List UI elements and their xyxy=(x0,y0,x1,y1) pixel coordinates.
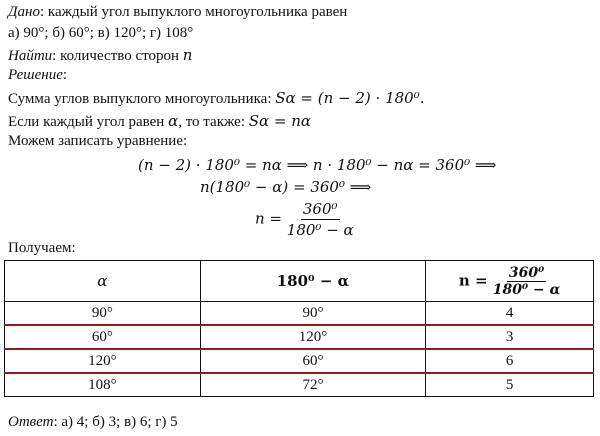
given-label: Дано xyxy=(8,4,40,20)
table-row xyxy=(5,302,594,326)
solution-colon: : xyxy=(62,67,68,83)
solution-line3: Можем записать уравнение: xyxy=(8,133,188,149)
answer-label: Ответ xyxy=(8,414,54,430)
given-options: а) 90°; б) 60°; в) 120°; г) 108° xyxy=(8,25,194,41)
result-table xyxy=(4,260,594,397)
cell-alpha: 120° xyxy=(5,349,201,373)
equation-3-denominator: 180⁰ − α xyxy=(286,221,354,239)
solution-line2 xyxy=(8,112,311,131)
cell-n: 5 xyxy=(426,373,594,397)
table-row xyxy=(5,349,594,373)
solution-label: Решение xyxy=(8,67,63,83)
header-alpha: α xyxy=(5,261,201,302)
find-label: Найти xyxy=(8,48,53,64)
cell-n: 4 xyxy=(426,302,594,326)
equation-3-fraction xyxy=(287,200,354,239)
result-label: Получаем: xyxy=(8,240,76,256)
table-header-row xyxy=(5,261,594,302)
table-row xyxy=(5,373,594,397)
find-line xyxy=(8,46,192,65)
equation-3-lhs: n = xyxy=(255,209,282,228)
answer-line xyxy=(8,414,178,431)
find-var: n xyxy=(182,46,193,64)
cell-diff: 90° xyxy=(200,302,426,326)
header-n-lhs: n = xyxy=(458,271,488,289)
header-n-fraction xyxy=(493,265,561,298)
header-diff: 180⁰ − α xyxy=(200,261,426,302)
solution-line2-text: Если каждый угол равен xyxy=(8,114,169,130)
header-n xyxy=(426,261,594,302)
cell-n: 6 xyxy=(426,349,594,373)
cell-alpha: 90° xyxy=(5,302,201,326)
equation-2: n(180⁰ − α) = 360⁰ ⟹ xyxy=(200,178,372,196)
cell-n: 3 xyxy=(426,325,594,349)
solution-line1 xyxy=(8,89,425,108)
solution-line1-text: Сумма углов выпуклого многоугольника: xyxy=(8,91,276,107)
given-line xyxy=(8,4,347,21)
solution-line1-formula: Sα = (n − 2) · 180⁰. xyxy=(275,89,425,107)
solution-line2-formula: Sα = nα xyxy=(248,112,312,130)
find-text: : количество сторон xyxy=(52,48,183,64)
cell-alpha: 60° xyxy=(5,325,201,349)
equation-3 xyxy=(255,200,354,239)
header-n-denominator: 180⁰ − α xyxy=(492,281,561,298)
cell-diff: 120° xyxy=(200,325,426,349)
cell-alpha: 108° xyxy=(5,373,201,397)
solution-heading xyxy=(8,67,67,84)
table-row xyxy=(5,325,594,349)
cell-diff: 60° xyxy=(200,349,426,373)
cell-diff: 72° xyxy=(200,373,426,397)
header-n-numerator: 360⁰ xyxy=(508,264,545,281)
equation-3-numerator: 360⁰ xyxy=(302,200,338,218)
answer-text: : а) 4; б) 3; в) 6; г) 5 xyxy=(53,414,178,430)
given-text: : каждый угол выпуклого многоугольника равен xyxy=(40,4,348,20)
solution-line2-var: α xyxy=(168,112,179,130)
solution-line2-mid: , то также: xyxy=(178,114,249,130)
equation-1: (n − 2) · 180⁰ = nα ⟹ n · 180⁰ − nα = 360⁰ ⟹ xyxy=(138,156,497,174)
